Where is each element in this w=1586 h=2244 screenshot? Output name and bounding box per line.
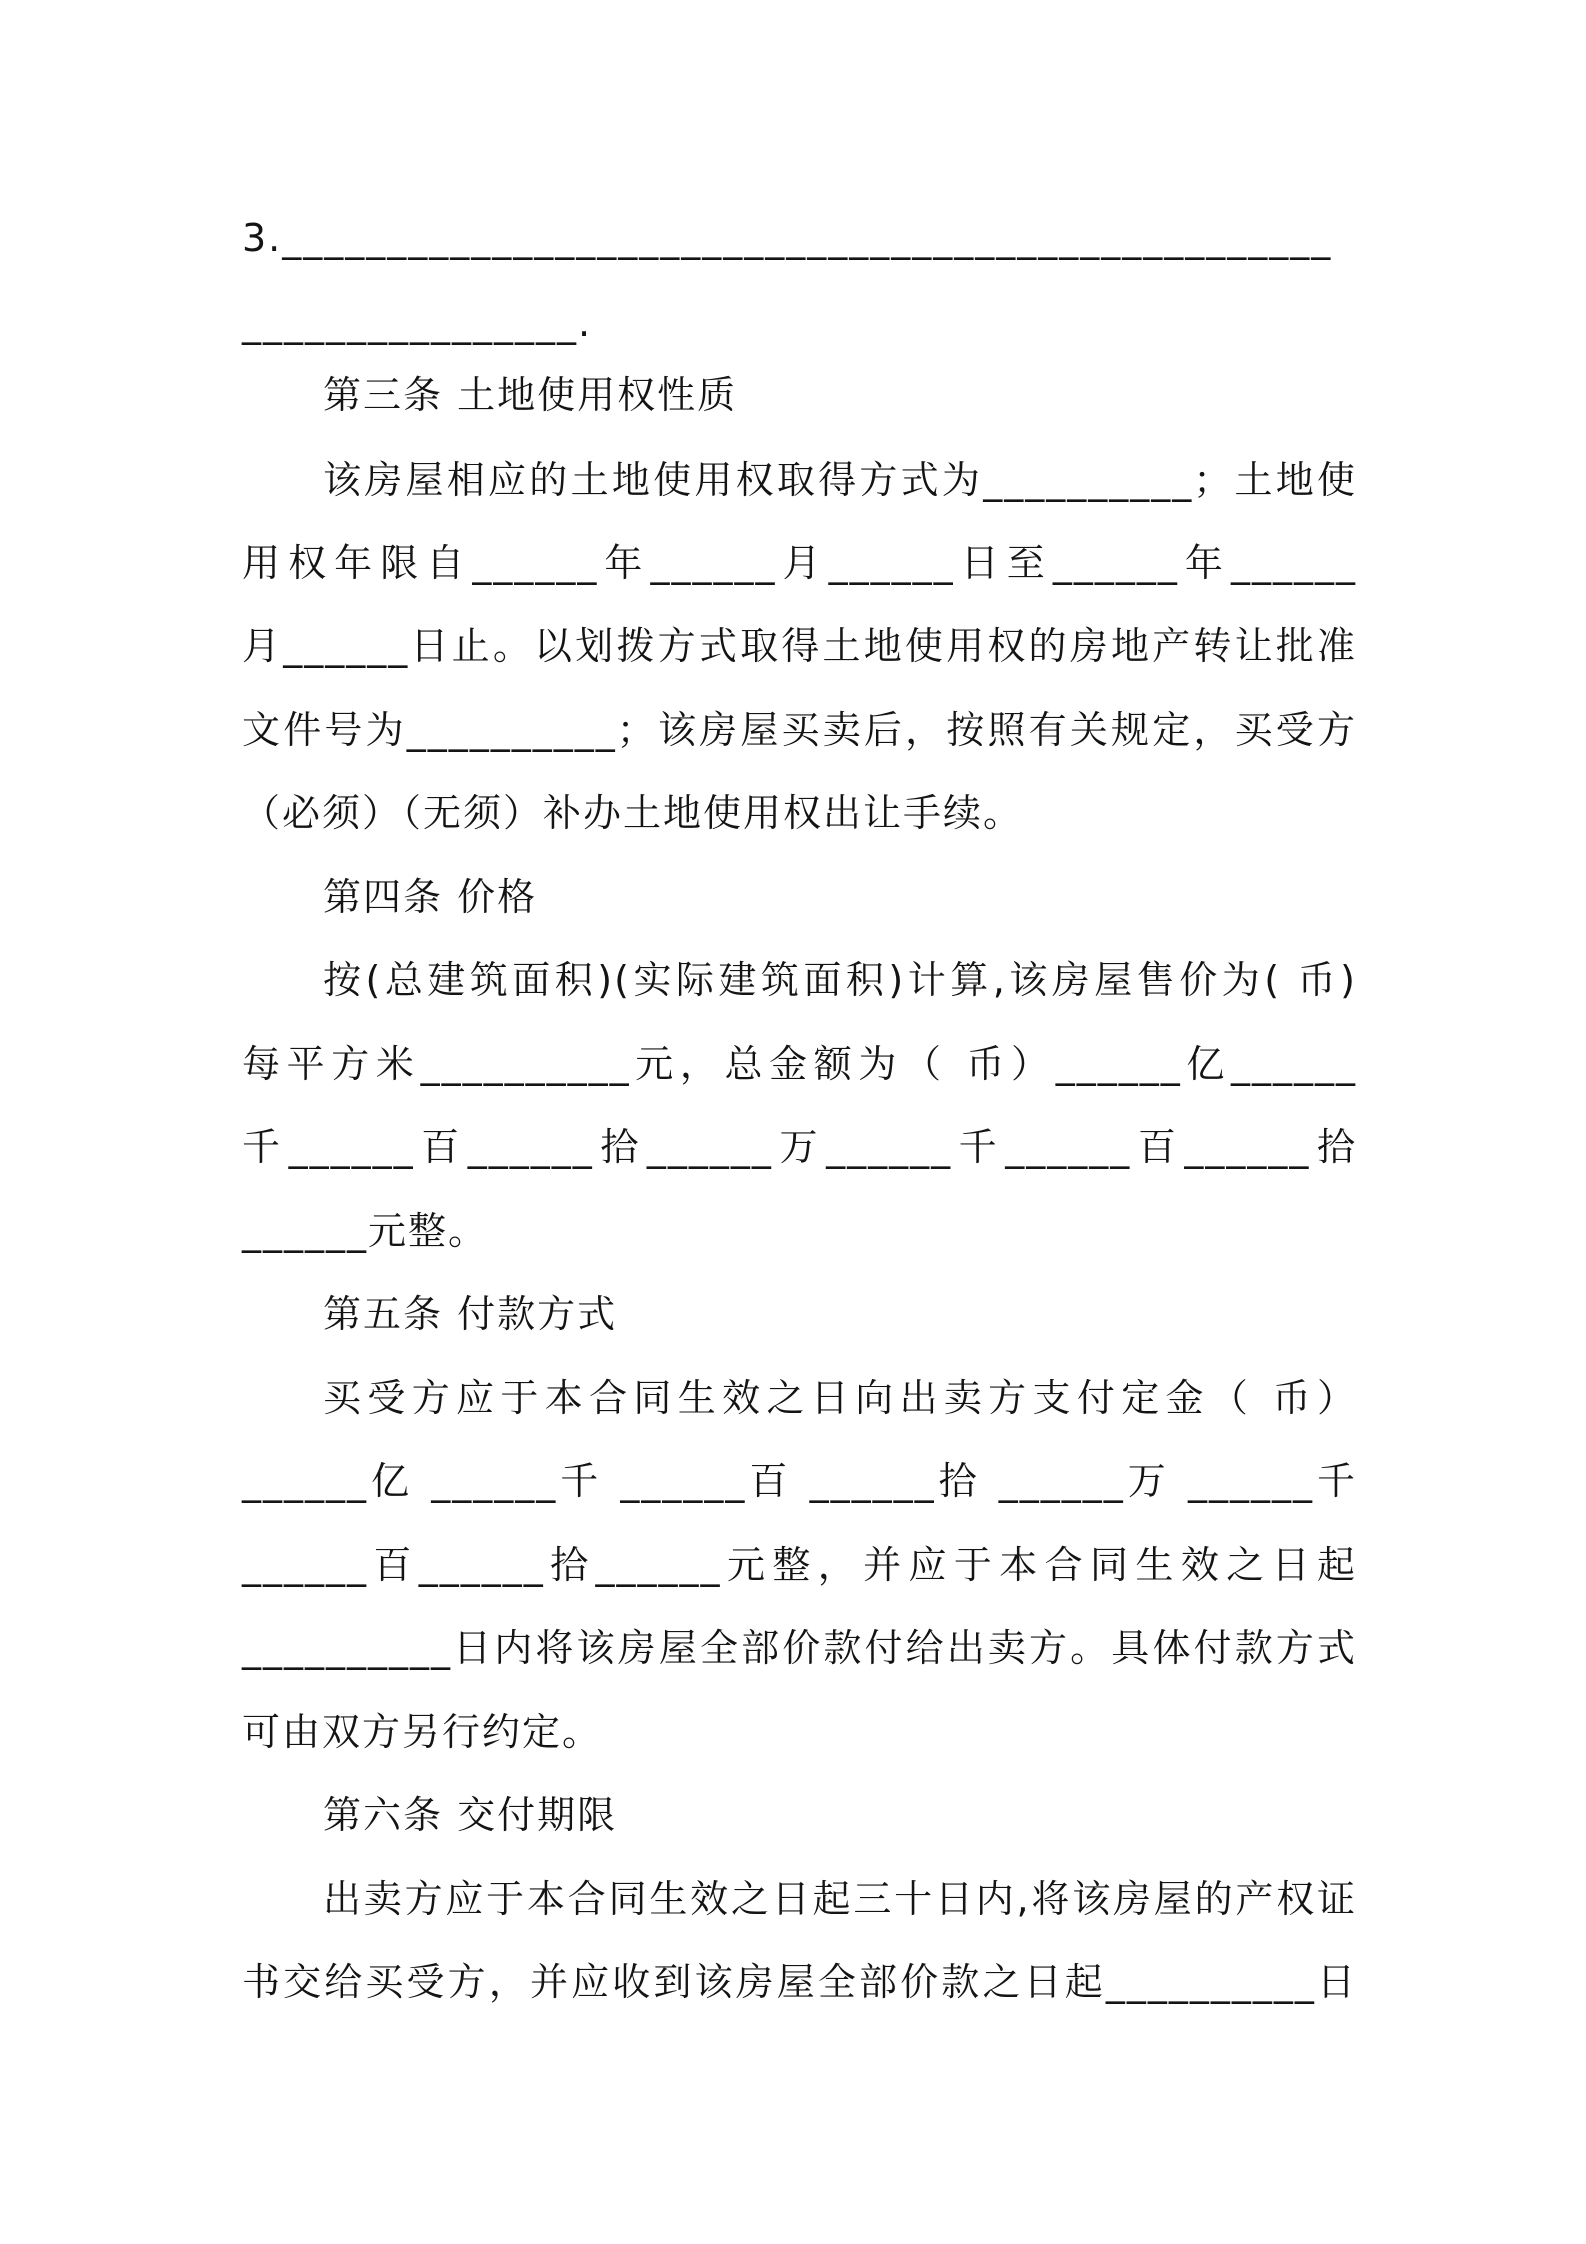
article-5-text-line: 可由双方另行约定。 (242, 1710, 603, 1754)
article-5-text-line: ______百______拾______元整，并应于本合同生效之日起 (242, 1543, 1357, 1587)
list-item-3-line: 3.__________________________________________________ (242, 216, 1333, 260)
article-5-text-line: 买受方应于本合同生效之日向出卖方支付定金（ 币） (323, 1376, 1357, 1420)
article-4-text-line: ______元整。 (242, 1209, 489, 1253)
article-4-text-line: 每平方米__________元，总金额为（ 币）______亿______ (242, 1042, 1357, 1086)
article-3-text-line: 月______日止。以划拨方式取得土地使用权的房地产转让批准 (242, 624, 1357, 668)
article-3-text-line: 文件号为__________；该房屋买卖后，按照有关规定，买受方 (242, 708, 1357, 752)
article-5-heading: 第五条 付款方式 (323, 1292, 618, 1336)
article-6-text-line: 出卖方应于本合同生效之日起三十日内,将该房屋的产权证 (323, 1877, 1357, 1921)
article-3-text-line: （必须）（无须）补办土地使用权出让手续。 (242, 791, 1024, 835)
article-3-heading: 第三条 土地使用权性质 (323, 373, 738, 417)
article-3-text-line: 该房屋相应的土地使用权取得方式为__________；土地使 (323, 458, 1357, 502)
article-4-text-line: 按(总建筑面积)(实际建筑面积)计算,该房屋售价为( 币) (323, 958, 1357, 1002)
article-6-text-line: 书交给买受方，并应收到该房屋全部价款之日起__________日 (242, 1960, 1357, 2004)
article-5-text-line: __________日内将该房屋全部价款付给出卖方。具体付款方式 (242, 1626, 1357, 1670)
article-4-heading: 第四条 价格 (323, 875, 538, 919)
article-4-text-line: 千______百______拾______万______千______百______拾 (242, 1125, 1357, 1169)
article-6-heading: 第六条 交付期限 (323, 1793, 618, 1837)
article-5-text-line: ______亿 ______千 ______百 ______拾 ______万 ______千 (242, 1459, 1357, 1503)
article-3-text-line: 用权年限自______年______月______日至______年______ (242, 541, 1357, 585)
list-item-3-continuation: ________________. (242, 301, 593, 345)
